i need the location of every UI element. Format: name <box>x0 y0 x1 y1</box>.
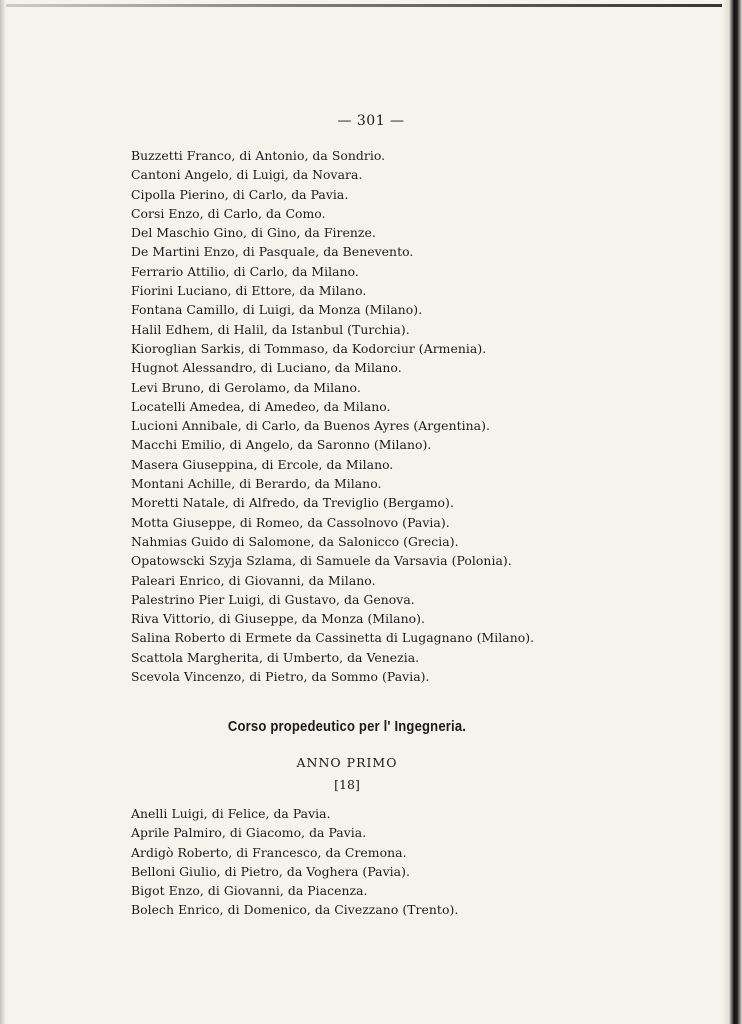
list-item: Nahmias Guido di Salomone, da Salonicco (Grecia). <box>131 533 459 549</box>
list-item: De Martini Enzo, di Pasquale, da Benevento. <box>131 244 414 260</box>
student-list-previous-course <box>131 146 534 686</box>
list-item: Riva Vittorio, di Giuseppe, da Monza (Milano). <box>131 611 425 627</box>
page-left-edge <box>0 0 6 1024</box>
list-item: Paleari Enrico, di Giovanni, da Milano. <box>131 572 376 588</box>
list-item: Ardigò Roberto, di Francesco, da Cremona. <box>131 844 407 860</box>
list-item: Cipolla Pierino, di Carlo, da Pavia. <box>131 186 349 202</box>
list-item: Halil Edhem, di Halil, da Istanbul (Turchia). <box>131 321 410 337</box>
list-item: Lucioni Annibale, di Carlo, da Buenos Ayres (Argentina). <box>131 418 490 434</box>
page-top-edge <box>0 4 742 7</box>
list-item: Scattola Margherita, di Umberto, da Venezia. <box>131 649 420 665</box>
list-item: Corsi Enzo, di Carlo, da Como. <box>131 205 326 221</box>
list-item: Opatowscki Szyja Szlama, di Samuele da Varsavia (Polonia). <box>131 553 512 569</box>
list-item: Salina Roberto di Ermete da Cassinetta di Lugagnano (Milano). <box>131 630 535 646</box>
page-binding-edge <box>722 0 742 1024</box>
list-item: Aprile Palmiro, di Giacomo, da Pavia. <box>131 825 367 841</box>
year-heading: ANNO PRIMO <box>296 755 398 770</box>
list-item: Fiorini Luciano, di Ettore, da Milano. <box>131 283 367 299</box>
list-item: Motta Giuseppe, di Romeo, da Cassolnovo (Pavia). <box>131 514 450 530</box>
list-item: Ferrario Attilio, di Carlo, da Milano. <box>131 263 359 279</box>
list-item: Del Maschio Gino, di Gino, da Firenze. <box>131 225 376 241</box>
list-item: Cantoni Angelo, di Luigi, da Novara. <box>131 167 363 183</box>
list-item: Buzzetti Franco, di Antonio, da Sondrio. <box>131 148 386 163</box>
list-item: Masera Giuseppina, di Ercole, da Milano. <box>131 456 394 472</box>
list-item: Anelli Luigi, di Felice, da Pavia. <box>131 806 331 821</box>
list-item: Kioroglian Sarkis, di Tommaso, da Kodorciur (Armenia). <box>131 340 487 356</box>
list-item: Bolech Enrico, di Domenico, da Civezzano (Trento). <box>131 902 459 918</box>
page-number: — 301 — <box>337 113 405 129</box>
section-heading: Corso propedeutico per l' Ingegneria. <box>227 719 467 735</box>
list-item: Fontana Camillo, di Luigi, da Monza (Milano). <box>131 302 423 318</box>
list-item: Levi Bruno, di Gerolamo, da Milano. <box>131 379 361 395</box>
list-item: Scevola Vincenzo, di Pietro, da Sommo (Pavia). <box>131 669 430 685</box>
list-item: Bigot Enzo, di Giovanni, da Piacenza. <box>131 883 368 899</box>
list-item: Locatelli Amedea, di Amedeo, da Milano. <box>131 398 391 414</box>
student-list-engineering-prep <box>131 804 458 920</box>
list-item: Belloni Giulio, di Pietro, da Voghera (Pavia). <box>131 863 410 879</box>
list-item: Moretti Natale, di Alfredo, da Treviglio (Bergamo). <box>131 495 454 511</box>
list-item: Hugnot Alessandro, di Luciano, da Milano. <box>131 360 402 376</box>
student-count: [18] <box>334 777 360 792</box>
list-item: Macchi Emilio, di Angelo, da Saronno (Milano). <box>131 437 432 453</box>
list-item: Palestrino Pier Luigi, di Gustavo, da Genova. <box>131 591 415 607</box>
list-item: Montani Achille, di Berardo, da Milano. <box>131 476 382 492</box>
